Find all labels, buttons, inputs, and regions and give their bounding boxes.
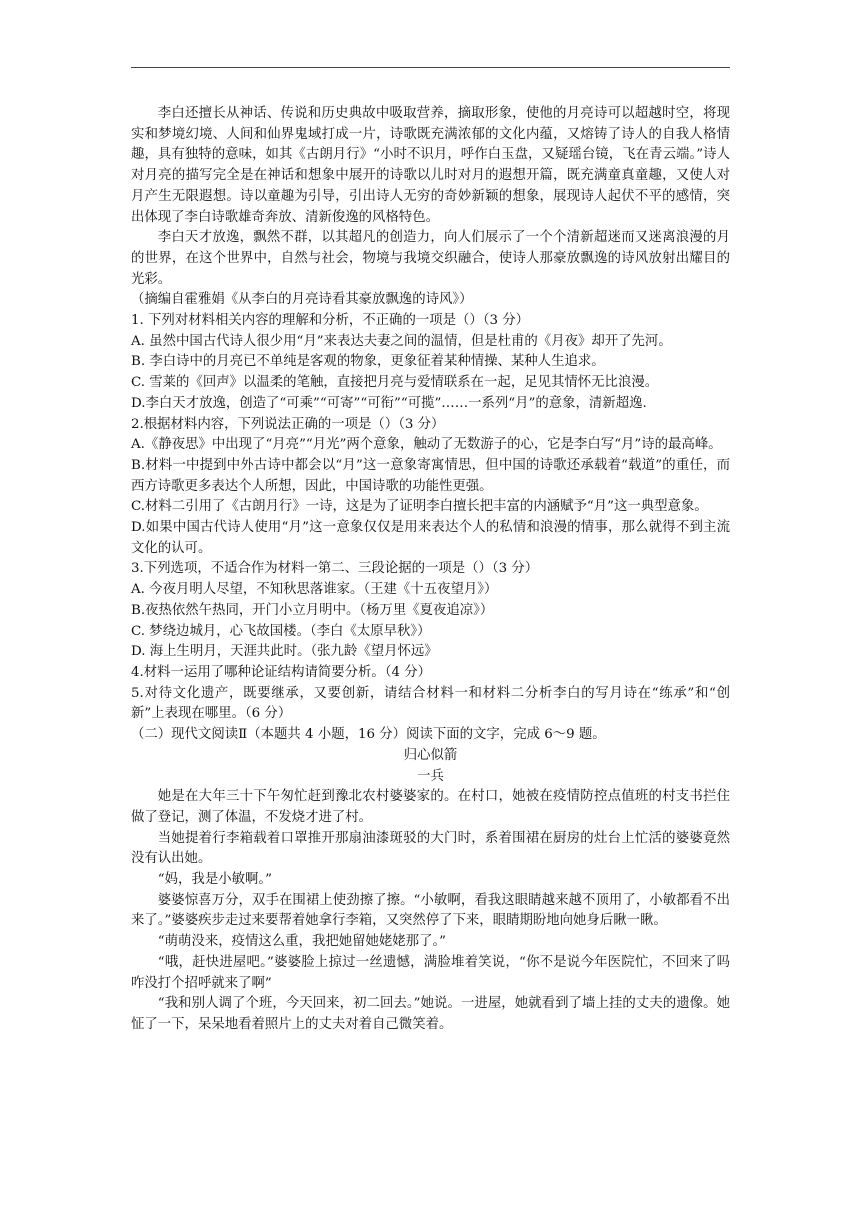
question-3: 3.下列选项，不适合作为材料一第二、三段论据的一项是（）（3 分） — [131, 561, 539, 577]
story-paragraph: “萌萌没来，疫情这么重，我把她留她姥姥那了。” — [157, 934, 446, 950]
question-3-option-d: D. 海上生明月，天涯共此时。（张九龄《望月怀远》 — [131, 644, 438, 660]
story-paragraph: 当她提着行李箱载着口罩推开那扇油漆斑驳的大门时，系着围裙在厨房的灶台上忙活的婆婆竟然没有认出她。 — [131, 830, 730, 867]
question-2: 2.根据材料内容，下列说法正确的一项是（）（3 分） — [131, 416, 445, 432]
question-5: 5.对待文化遗产，既要继承，又要创新，请结合材料一和材料二分析李白的写月诗在“练承”和“创新”上表现在哪里。（6 分） — [131, 685, 730, 722]
body-paragraph: 李白还擅长从神话、传说和历史典故中吸取营养，摘取形象，使他的月亮诗可以超越时空，将现实和梦境幻境、人间和仙界鬼域打成一片，诗歌既充满浓郁的文化内蕴，又熔铸了诗人的自我人格情趣，具有独特的意味，如其《古朗月行》“小时不识月，呼作白玉盘，又疑瑶台镜，飞在青云端。”诗人对月亮的描写完全是在神话和想象中展开的诗歌以儿时对月的遐想开篇，既充满童真童趣，又使人对月产生无限遐想。诗以童趣为引导，引出诗人无穷的奇妙新颖的想象，展现诗人起伏不平的感情，突出体现了李白诗歌雄奇奔放、清新俊逸的风格特色。 — [131, 106, 730, 225]
body-paragraph: 李白天才放逸，飘然不群，以其超凡的创造力，向人们展示了一个个清新超迷而又迷离浪漫的月的世界，在这个世界中，自然与社会，物境与我境交织融合，使诗人那豪放飘逸的诗风放射出耀目的光彩。 — [131, 230, 730, 287]
question-1-option-a: A. 虽然中国古代诗人很少用“月”来表达夫妻之间的温情，但是杜甫的《月夜》却开了先河。 — [131, 333, 672, 349]
question-2-option-b: B.材料一中提到中外古诗中都会以“月”这一意象寄寓情思，但中国的诗歌还承载着“载道”的重任，而西方诗歌更多表达个人所想，因此，中国诗歌的功能性更强。 — [131, 457, 730, 494]
question-3-option-c: C. 梦绕边城月，心飞故国楼。（李白《太原早秋》） — [131, 623, 431, 639]
question-2-option-c: C.材料二引用了《古朗月行》一诗，这是为了证明李白擅长把丰富的内涵赋予“月”这一典型意象。 — [131, 499, 708, 515]
story-title: 归心似箭 — [403, 747, 458, 763]
question-4: 4.材料一运用了哪种论证结构请简要分析。（4 分） — [131, 664, 432, 680]
question-1-option-b: B. 李白诗中的月亮已不单纯是客观的物象，更象征着某种情操、某种人生追求。 — [131, 354, 605, 370]
story-paragraph: “我和别人调了个班，今天回来，初二回去。”她说。一进屋，她就看到了墙上挂的丈夫的遗像。她怔了一下，呆呆地看着照片上的丈夫对着自己微笑着。 — [131, 996, 730, 1032]
question-1-option-d: D.李白天才放逸，创造了“可乘”“可寄”“可衔”“可揽”……一系列“月”的意象，清新超逸. — [131, 395, 647, 411]
source-citation: （摘编自霍雅娟《从李白的月亮诗看其豪放飘逸的诗风》） — [131, 292, 473, 308]
story-paragraph: “妈，我是小敏啊。” — [157, 872, 272, 888]
question-3-option-b: B.夜热依然午热同，开门小立月明中。（杨万里《夏夜追凉》） — [131, 602, 494, 618]
document-body — [131, 104, 730, 1036]
story-paragraph: 她是在大年三十下午匆忙赶到豫北农村婆婆家的。在村口，她被在疫情防控点值班的村支书拦住做了登记，测了体温，不发烧才进了村。 — [131, 789, 730, 825]
question-1: 1. 下列对材料相关内容的理解和分析，不正确的一项是（）（3 分） — [131, 313, 530, 329]
story-paragraph: “哦，赶快进屋吧。”婆婆脸上掠过一丝遗憾，满脸堆着笑说，“你不是说今年医院忙，不回来了吗咋没打个招呼就来了啊” — [131, 954, 730, 991]
story-paragraph: 婆婆惊喜万分，双手在围裙上使劲擦了擦。“小敏啊，看我这眼睛越来越不顶用了，小敏都看不出来了。”婆婆疾步走过来要帮着她拿行李箱，又突然停了下来，眼睛期盼地向她身后瞅一瞅。 — [131, 892, 730, 929]
story-author: 一兵 — [417, 768, 444, 784]
section-heading: （二）现代文阅读Ⅱ（本题共 4 小题，16 分）阅读下面的文字，完成 6～9 题。 — [131, 727, 606, 743]
question-2-option-a: A.《静夜思》中出现了“月亮”“月光”两个意象，触动了无数游子的心，它是李白写“月”诗的最高峰。 — [131, 437, 722, 453]
question-1-option-c: C. 雪莱的《回声》以温柔的笔触，直接把月亮与爱情联系在一起，足见其情怀无比浪漫。 — [131, 375, 659, 391]
question-2-option-d: D.如果中国古代诗人使用“月”这一意象仅仅是用来表达个人的私情和浪漫的情事，那么就得不到主流文化的认可。 — [131, 520, 730, 556]
header-rule — [131, 67, 730, 68]
question-3-option-a: A. 今夜月明人尽望，不知秋思落谁家。（王建《十五夜望月》） — [131, 582, 498, 598]
